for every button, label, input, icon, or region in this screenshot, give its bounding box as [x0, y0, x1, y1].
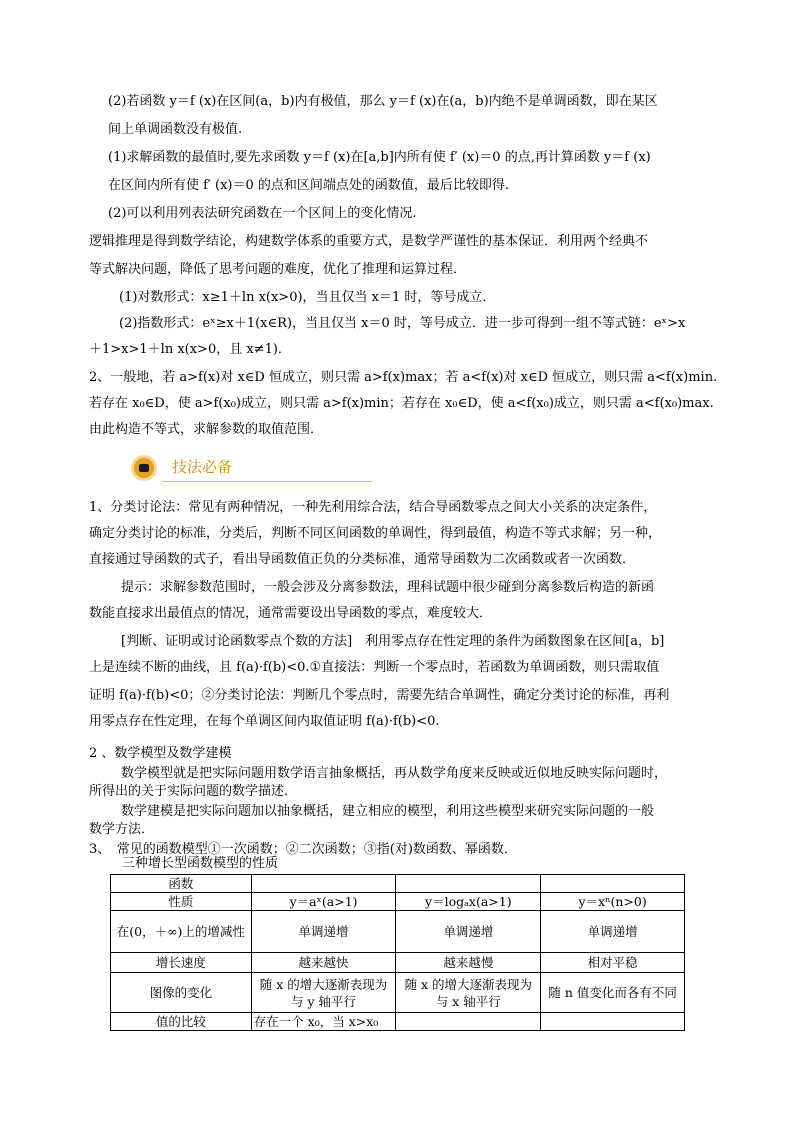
paragraph-line: 在区间内所有使 f′ (x)＝0 的点和区间端点处的函数值，最后比较即得.: [108, 178, 510, 193]
paragraph-line: 1、分类讨论法：常见有两种情况，一种先利用综合法，结合导函数零点之间大小关系的决定条件，: [89, 500, 657, 515]
table-row: [111, 973, 685, 1013]
paragraph-line: 直接通过导函数的式子，看出导函数值正负的分类标准，通常导函数为二次函数或者一次函数．: [89, 552, 636, 567]
table-cell: 随 x 的增大逐渐表现为与 y 轴平行: [251, 973, 396, 1013]
section-underline: [162, 481, 372, 482]
paragraph-line: 上是连续不断的曲线，且 f(a)·f(b)<0.①直接法：判断一个零点时，若函数为单调函数，则只需取值: [89, 660, 660, 675]
column-header-exponential: y＝aˣ(a>1): [251, 893, 396, 911]
paragraph-line: 确定分类讨论的标准，分类后，判断不同区间函数的单调性，得到最值，构造不等式求解；另一种，: [89, 526, 662, 541]
paragraph-line: ＋1>x>1＋ln x(x>0，且 x≠1)．: [89, 342, 291, 357]
paragraph-line: (2)若函数 y＝f (x)在区间(a，b)内有极值，那么 y＝f (x)在(a，b)内绝不是单调函数，即在某区: [108, 94, 658, 109]
table-cell: 越来越慢: [396, 953, 541, 973]
paragraph-line: [判断、证明或讨论函数零点个数的方法] 利用零点存在性定理的条件为函数图象在区间[a，b]: [121, 634, 665, 649]
paragraph-line: 逻辑推理是得到数学结论，构建数学体系的重要方式，是数学严谨性的基本保证．利用两个经典不: [89, 234, 649, 249]
column-header-logarithmic: y＝logₐx(a>1): [396, 893, 541, 911]
section-title: 技法必备: [172, 458, 233, 476]
table-cell: 存在一个 x₀，当 x>x₀: [251, 1013, 396, 1031]
paragraph-line: 证明 f(a)·f(b)<0；②分类讨论法：判断几个零点时，需要先结合单调性，确定分类讨论的标准，再利: [89, 688, 670, 703]
table-cell: 单调递增: [541, 911, 685, 953]
table-cell: [541, 1013, 685, 1031]
paragraph-line: 若存在 x₀∈D，使 a>f(x₀)成立，则只需 a>f(x)min；若存在 x₀∈D，使 a<f(x₀)成立，则只需 a<f(x₀)max.: [89, 396, 714, 411]
paragraph-line: (2)指数形式：eˣ≥x＋1(x∈R)，当且仅当 x＝0 时，等号成立．进一步可得到一组不等式链：eˣ>x: [119, 316, 686, 331]
table-cell: [396, 1013, 541, 1031]
table-cell: 单调递增: [251, 911, 396, 953]
table-caption: 三种增长型函数模型的性质: [122, 856, 279, 871]
row-label: 增长速度: [111, 953, 252, 973]
empty-cell: [396, 875, 541, 893]
empty-cell: [541, 875, 685, 893]
paragraph-line: 数学建模是把实际问题加以抽象概括，建立相应的模型，利用这些模型来研究实际问题的一般: [121, 804, 655, 819]
paragraph-line: (1)对数形式：x≥1＋ln x(x>0)，当且仅当 x＝1 时，等号成立．: [119, 290, 496, 305]
growth-model-table: [110, 874, 685, 1031]
row-label: 值的比较: [111, 1013, 252, 1031]
table-cell: 相对平稳: [541, 953, 685, 973]
paragraph-line: 所得出的关于实际问题的数学描述．: [89, 784, 298, 799]
header-top-cell: 函数: [111, 875, 252, 893]
paragraph-line: 数能直接求出最值点的情况，通常需要设出导函数的零点，难度较大．: [89, 606, 493, 621]
section-header: [130, 452, 250, 484]
paragraph-line: 数学模型就是把实际问题用数学语言抽象概括，再从数学角度来反映或近似地反映实际问题时，: [121, 766, 668, 781]
section-bullet-icon: [134, 458, 154, 478]
paragraph-line: 3、 常见的函数模型①一次函数；②二次函数；③指(对)数函数、幂函数．: [89, 842, 517, 857]
row-label: 图像的变化: [111, 973, 252, 1013]
header-bottom-cell: 性质: [111, 893, 252, 911]
table-row: [111, 953, 685, 973]
row-label: 在(0，＋∞)上的增减性: [111, 911, 252, 953]
paragraph-line: 由此构造不等式，求解参数的取值范围．: [89, 422, 324, 437]
table-row: [111, 911, 685, 953]
table-cell: 越来越快: [251, 953, 396, 973]
paragraph-line: 提示：求解参数范围时，一般会涉及分离参数法，理科试题中很少碰到分离参数后构造的新函: [121, 580, 655, 595]
paragraph-line: 等式解决问题，降低了思考问题的难度，优化了推理和运算过程．: [89, 262, 467, 277]
paragraph-line: 间上单调函数没有极值.: [108, 122, 243, 137]
table-cell: 随 x 的增大逐渐表现为与 x 轴平行: [396, 973, 541, 1013]
paragraph-line: 2、一般地，若 a>f(x)对 x∈D 恒成立，则只需 a>f(x)max；若 a<f(x)对 x∈D 恒成立，则只需 a<f(x)min.: [89, 370, 718, 385]
paragraph-line: (2)可以利用列表法研究函数在一个区间上的变化情况.: [108, 206, 417, 221]
empty-cell: [251, 875, 396, 893]
column-header-power: y＝xⁿ(n>0): [541, 893, 685, 911]
table-cell: 单调递增: [396, 911, 541, 953]
table-row: [111, 1013, 685, 1031]
paragraph-line: 用零点存在性定理，在每个单调区间内取值证明 f(a)·f(b)<0.: [89, 714, 440, 729]
table-cell: 随 n 值变化而各有不同: [541, 973, 685, 1013]
paragraph-line: 2 、数学模型及数学建模: [89, 746, 232, 761]
paragraph-line: 数学方法．: [89, 822, 155, 837]
paragraph-line: (1)求解函数的最值时,要先求函数 y＝f (x)在[a,b]内所有使 f′ (x)＝0 的点,再计算函数 y＝f (x): [108, 150, 651, 165]
